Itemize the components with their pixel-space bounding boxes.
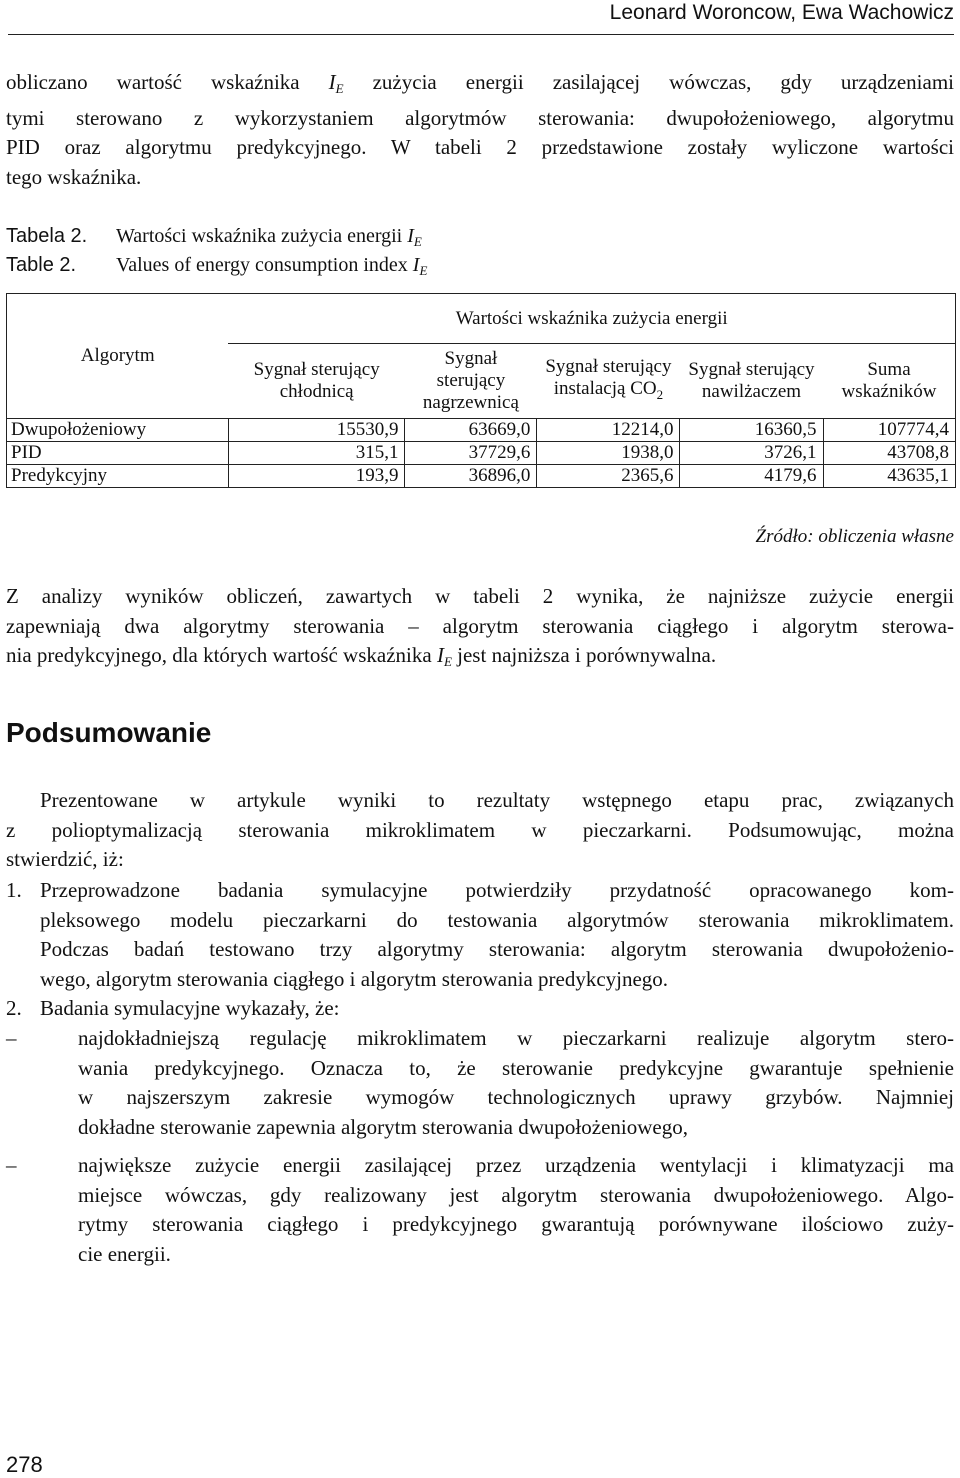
intro-paragraph: obliczano wartość wskaźnika $I_E$ zużycia energii zasilającej wówczas, gdy urządzeniami tymi sterowano z wykorzystaniem algorytmów sterowania: dwupołożeniowego, algorytmu PID oraz algorytmu predykcyjnego. W tabeli 2 przedstawione zostały wyliczone wartości tego wskaźnika. (6, 70, 955, 189)
col-header-cooler: Sygnał sterujący chłodnicą (228, 344, 405, 419)
table-caption-pl: Tabela 2. Wartości wskaźnika zużycia energii $I_E$ (6, 225, 422, 249)
table-source: Źródło: obliczenia własne (755, 526, 954, 547)
dash-item-2: – największe zużycie energii zasilającej przez urządzenia wentylacji i klimatyzacji ma miejsce wówczas, gdy realizowany jest algorytm sterowania dwupołożeniowego. Algo- rytmy sterowania ciągłego i predykcyjnego gwarantują porównywane ilościowo zuży- cie energii. (6, 1153, 954, 1266)
table-caption-en: Table 2. Values of energy consumption index $I_E$ (6, 254, 428, 278)
section-title: Podsumowanie (6, 717, 212, 748)
header-authors: Leonard Woroncow, Ewa Wachowicz (609, 1, 954, 24)
table-row: PID 315,1 37729,6 1938,0 3726,1 43708,8 (7, 442, 956, 465)
col-header-humidifier: Sygnał sterujący nawilżaczem (680, 344, 823, 419)
col-header-sum: Suma wskaźników (823, 344, 956, 419)
algorithm-header: Algorytm (7, 294, 229, 419)
table-row: Predykcyjny 193,9 36896,0 2365,6 4179,6 43635,1 (7, 465, 956, 488)
summary-paragraph: Prezentowane w artykule wyniki to rezultaty wstępnego etapu prac, związanych z polioptymalizacją sterowania mikroklimatem w pieczarkarni. Podsumowując, można stwierdzić, iż: (6, 788, 954, 871)
table-row: Dwupołożeniowy 15530,9 63669,0 12214,0 16360,5 107774,4 (7, 419, 956, 442)
col-header-co2: Sygnał sterujący instalacją $CO_2$ (537, 344, 680, 419)
col-header-heater: Sygnał sterujący nagrzewnicą (405, 344, 537, 419)
energy-index-table (6, 293, 956, 488)
list-item-2: 2. Badania symulacyjne wykazały, że: (6, 996, 340, 1020)
group-header: Wartości wskaźnika zużycia energii (228, 294, 955, 344)
dash-item-1: – najdokładniejszą regulację mikroklimatem w pieczarkarni realizuje algorytm stero- wania predykcyjnego. Oznacza to, że sterowanie predykcyjne gwarantuje spełnienie w najszerszym zakresie wymogów technologicznych uprawy grzybów. Najmniej dokładne sterowanie zapewnia algorytm sterowania dwupołożeniowego, (6, 1026, 954, 1139)
list-item-1: 1. Przeprowadzone badania symulacyjne potwierdziły przydatność opracowanego kom- pleksowego modelu pieczarkarni do testowania algorytmów sterowania mikroklimatem. Podczas badań testowano trzy algorytmy sterowania: algorytm sterowania dwupołożenio- wego, algorytm sterowania ciągłego i algorytm sterowania predykcyjnego. (6, 878, 954, 991)
page-number: 278 (6, 1452, 43, 1477)
running-header (8, 0, 954, 35)
analysis-paragraph: Z analizy wyników obliczeń, zawartych w tabeli 2 wynika, że najniższe zużycie energii zapewniają dwa algorytmy sterowania – algorytm sterowania ciągłego i algorytm sterowa- nia predykcyjnego, dla których wartość wskaźnika $I_E$ jest najniższa i porównywalna. (6, 584, 954, 669)
